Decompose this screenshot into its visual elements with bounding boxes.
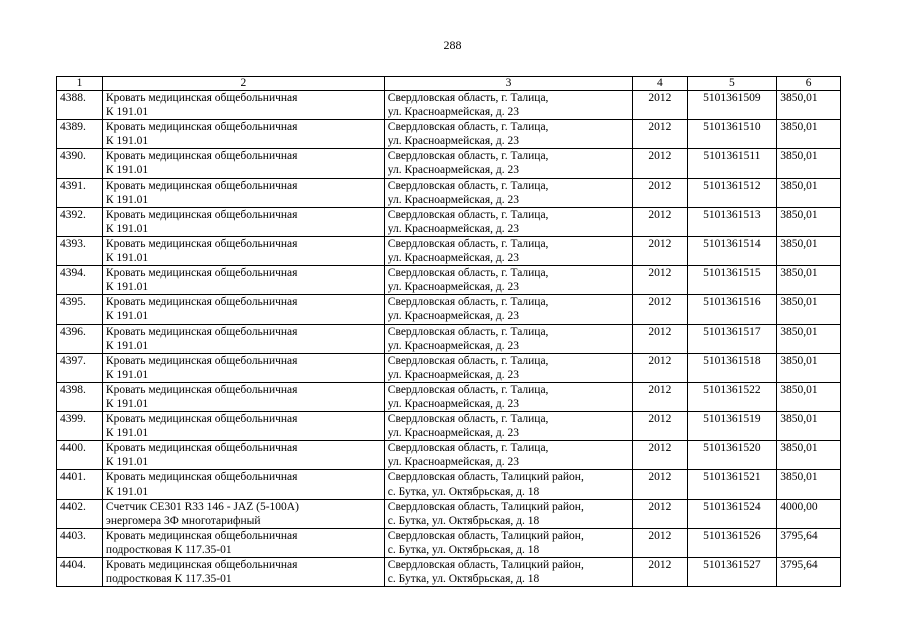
table-row	[57, 266, 841, 295]
item-name-cell	[102, 558, 384, 587]
item-name-line-1: Кровать медицинская общебольничная	[105, 237, 298, 250]
item-name-line-1: Кровать медицинская общебольничная	[105, 150, 298, 163]
item-name-cell	[102, 412, 384, 441]
year-cell: 2012	[633, 470, 687, 499]
address-line-1: Свердловская область, г. Талица,	[387, 325, 549, 338]
address-line-2: с. Бутка, ул. Октябрьская, д. 18	[387, 573, 540, 586]
item-name-line-2: К 191.01	[105, 193, 149, 206]
item-name-line-2: подростковая К 117.35-01	[105, 573, 232, 586]
inventory-code-cell: 5101361512	[687, 178, 777, 207]
item-name-line-2: подростковая К 117.35-01	[105, 543, 232, 556]
inventory-code-cell: 5101361526	[687, 528, 777, 557]
year-cell: 2012	[633, 499, 687, 528]
item-name-line-1: Кровать медицинская общебольничная	[105, 121, 298, 134]
row-number: 4400.	[57, 441, 103, 470]
amount-cell: 3850,01	[777, 382, 841, 411]
address-cell	[384, 120, 632, 149]
year-cell: 2012	[633, 324, 687, 353]
address-line-1: Свердловская область, г. Талица,	[387, 237, 549, 250]
address-line-1: Свердловская область, г. Талица,	[387, 296, 549, 309]
address-line-1: Свердловская область, г. Талица,	[387, 354, 549, 367]
table-row	[57, 412, 841, 441]
amount-cell: 3850,01	[777, 470, 841, 499]
table-row	[57, 441, 841, 470]
item-name-line-2: К 191.01	[105, 427, 149, 440]
item-name-cell	[102, 324, 384, 353]
item-name-line-1: Кровать медицинская общебольничная	[105, 442, 298, 455]
year-cell: 2012	[633, 149, 687, 178]
item-name-line-1: Кровать медицинская общебольничная	[105, 267, 298, 280]
year-cell: 2012	[633, 295, 687, 324]
table-row	[57, 207, 841, 236]
item-name-line-2: К 191.01	[105, 368, 149, 381]
table-row	[57, 499, 841, 528]
item-name-line-1: Кровать медицинская общебольничная	[105, 208, 298, 221]
item-name-line-1: Кровать медицинская общебольничная	[105, 529, 298, 542]
row-number: 4396.	[57, 324, 103, 353]
table-row	[57, 558, 841, 587]
table-row	[57, 470, 841, 499]
table-row	[57, 382, 841, 411]
year-cell: 2012	[633, 178, 687, 207]
item-name-cell	[102, 528, 384, 557]
item-name-line-1: Кровать медицинская общебольничная	[105, 383, 298, 396]
address-line-1: Свердловская область, г. Талица,	[387, 208, 549, 221]
item-name-cell	[102, 178, 384, 207]
address-line-2: ул. Красноармейская, д. 23	[387, 397, 520, 410]
row-number: 4389.	[57, 120, 103, 149]
item-name-line-1: Кровать медицинская общебольничная	[105, 413, 298, 426]
address-line-2: с. Бутка, ул. Октябрьская, д. 18	[387, 485, 540, 498]
item-name-line-2: К 191.01	[105, 106, 149, 119]
row-number: 4399.	[57, 412, 103, 441]
year-cell: 2012	[633, 382, 687, 411]
table-row	[57, 149, 841, 178]
row-number: 4404.	[57, 558, 103, 587]
item-name-cell	[102, 149, 384, 178]
amount-cell: 3850,01	[777, 207, 841, 236]
item-name-line-2: К 191.01	[105, 135, 149, 148]
address-line-2: ул. Красноармейская, д. 23	[387, 427, 520, 440]
address-cell	[384, 382, 632, 411]
table-header-row	[57, 77, 841, 91]
inventory-code-cell: 5101361521	[687, 470, 777, 499]
address-line-2: ул. Красноармейская, д. 23	[387, 252, 520, 265]
item-name-line-1: Счетчик СЕ301 R33 146 - JAZ (5-100А)	[105, 500, 299, 513]
column-header: 1	[57, 77, 103, 91]
address-line-2: ул. Красноармейская, д. 23	[387, 106, 520, 119]
amount-cell: 3850,01	[777, 149, 841, 178]
item-name-line-2: К 191.01	[105, 310, 149, 323]
address-line-2: с. Бутка, ул. Октябрьская, д. 18	[387, 514, 540, 527]
table-row	[57, 528, 841, 557]
row-number: 4392.	[57, 207, 103, 236]
item-name-line-1: Кровать медицинская общебольничная	[105, 179, 298, 192]
address-line-1: Свердловская область, г. Талица,	[387, 267, 549, 280]
inventory-code-cell: 5101361524	[687, 499, 777, 528]
item-name-line-2: К 191.01	[105, 485, 149, 498]
address-line-2: ул. Красноармейская, д. 23	[387, 164, 520, 177]
inventory-code-cell: 5101361522	[687, 382, 777, 411]
item-name-cell	[102, 470, 384, 499]
address-line-1: Свердловская область, г. Талица,	[387, 121, 549, 134]
row-number: 4397.	[57, 353, 103, 382]
year-cell: 2012	[633, 120, 687, 149]
address-cell	[384, 470, 632, 499]
row-number: 4403.	[57, 528, 103, 557]
address-line-1: Свердловская область, г. Талица,	[387, 442, 549, 455]
item-name-cell	[102, 353, 384, 382]
address-line-1: Свердловская область, г. Талица,	[387, 179, 549, 192]
address-cell	[384, 441, 632, 470]
inventory-code-cell: 5101361527	[687, 558, 777, 587]
table-row	[57, 120, 841, 149]
year-cell: 2012	[633, 91, 687, 120]
year-cell: 2012	[633, 353, 687, 382]
row-number: 4395.	[57, 295, 103, 324]
amount-cell: 3850,01	[777, 353, 841, 382]
inventory-code-cell: 5101361516	[687, 295, 777, 324]
column-header: 4	[633, 77, 687, 91]
address-cell	[384, 528, 632, 557]
address-cell	[384, 91, 632, 120]
address-line-1: Свердловская область, г. Талица,	[387, 150, 549, 163]
item-name-line-1: Кровать медицинская общебольничная	[105, 559, 298, 571]
address-line-2: ул. Красноармейская, д. 23	[387, 222, 520, 235]
item-name-line-1: Кровать медицинская общебольничная	[105, 92, 298, 104]
address-line-1: Свердловская область, Талицкий район,	[387, 471, 584, 484]
year-cell: 2012	[633, 558, 687, 587]
item-name-line-1: Кровать медицинская общебольничная	[105, 325, 298, 338]
item-name-cell	[102, 499, 384, 528]
row-number: 4394.	[57, 266, 103, 295]
table-row	[57, 91, 841, 120]
item-name-cell	[102, 236, 384, 265]
address-cell	[384, 324, 632, 353]
inventory-code-cell: 5101361517	[687, 324, 777, 353]
table-row	[57, 353, 841, 382]
year-cell: 2012	[633, 207, 687, 236]
year-cell: 2012	[633, 441, 687, 470]
address-line-2: ул. Красноармейская, д. 23	[387, 193, 520, 206]
row-number: 4393.	[57, 236, 103, 265]
item-name-cell	[102, 295, 384, 324]
item-name-line-2: К 191.01	[105, 252, 149, 265]
address-line-1: Свердловская область, г. Талица,	[387, 413, 549, 426]
address-line-2: ул. Красноармейская, д. 23	[387, 368, 520, 381]
inventory-code-cell: 5101361509	[687, 91, 777, 120]
address-line-2: ул. Красноармейская, д. 23	[387, 310, 520, 323]
year-cell: 2012	[633, 528, 687, 557]
inventory-table	[56, 76, 841, 587]
address-line-1: Свердловская область, г. Талица,	[387, 92, 549, 104]
address-line-1: Свердловская область, г. Талица,	[387, 383, 549, 396]
address-line-2: ул. Красноармейская, д. 23	[387, 339, 520, 352]
inventory-code-cell: 5101361510	[687, 120, 777, 149]
address-line-2: с. Бутка, ул. Октябрьская, д. 18	[387, 543, 540, 556]
address-cell	[384, 353, 632, 382]
item-name-cell	[102, 207, 384, 236]
address-line-2: ул. Красноармейская, д. 23	[387, 281, 520, 294]
amount-cell: 3795,64	[777, 558, 841, 587]
year-cell: 2012	[633, 412, 687, 441]
item-name-cell	[102, 91, 384, 120]
year-cell: 2012	[633, 236, 687, 265]
item-name-line-1: Кровать медицинская общебольничная	[105, 471, 298, 484]
item-name-cell	[102, 266, 384, 295]
year-cell: 2012	[633, 266, 687, 295]
item-name-line-2: энергомера 3Ф многотарифный	[105, 514, 261, 527]
address-cell	[384, 295, 632, 324]
amount-cell: 3850,01	[777, 178, 841, 207]
inventory-code-cell: 5101361511	[687, 149, 777, 178]
item-name-line-1: Кровать медицинская общебольничная	[105, 296, 298, 309]
column-header: 2	[102, 77, 384, 91]
table-row	[57, 236, 841, 265]
inventory-code-cell: 5101361515	[687, 266, 777, 295]
item-name-cell	[102, 382, 384, 411]
amount-cell: 3850,01	[777, 441, 841, 470]
row-number: 4398.	[57, 382, 103, 411]
address-cell	[384, 558, 632, 587]
row-number: 4388.	[57, 91, 103, 120]
column-header: 3	[384, 77, 632, 91]
address-line-1: Свердловская область, Талицкий район,	[387, 500, 584, 513]
item-name-line-2: К 191.01	[105, 339, 149, 352]
address-cell	[384, 499, 632, 528]
address-line-1: Свердловская область, Талицкий район,	[387, 559, 584, 571]
row-number: 4390.	[57, 149, 103, 178]
address-line-1: Свердловская область, Талицкий район,	[387, 529, 584, 542]
row-number: 4402.	[57, 499, 103, 528]
address-line-2: ул. Красноармейская, д. 23	[387, 135, 520, 148]
amount-cell: 3850,01	[777, 91, 841, 120]
row-number: 4401.	[57, 470, 103, 499]
address-cell	[384, 207, 632, 236]
inventory-code-cell: 5101361519	[687, 412, 777, 441]
address-cell	[384, 266, 632, 295]
address-cell	[384, 149, 632, 178]
inventory-code-cell: 5101361513	[687, 207, 777, 236]
amount-cell: 4000,00	[777, 499, 841, 528]
item-name-cell	[102, 441, 384, 470]
address-cell	[384, 412, 632, 441]
item-name-line-2: К 191.01	[105, 164, 149, 177]
amount-cell: 3850,01	[777, 266, 841, 295]
item-name-line-2: К 191.01	[105, 222, 149, 235]
amount-cell: 3850,01	[777, 120, 841, 149]
address-line-2: ул. Красноармейская, д. 23	[387, 456, 520, 469]
inventory-code-cell: 5101361514	[687, 236, 777, 265]
item-name-line-2: К 191.01	[105, 397, 149, 410]
item-name-line-2: К 191.01	[105, 281, 149, 294]
amount-cell: 3850,01	[777, 236, 841, 265]
amount-cell: 3850,01	[777, 412, 841, 441]
row-number: 4391.	[57, 178, 103, 207]
table-body	[57, 91, 841, 587]
address-cell	[384, 178, 632, 207]
item-name-cell	[102, 120, 384, 149]
column-header: 6	[777, 77, 841, 91]
inventory-code-cell: 5101361518	[687, 353, 777, 382]
item-name-line-2: К 191.01	[105, 456, 149, 469]
inventory-code-cell: 5101361520	[687, 441, 777, 470]
column-header: 5	[687, 77, 777, 91]
amount-cell: 3850,01	[777, 295, 841, 324]
page-number: 288	[443, 38, 462, 52]
amount-cell: 3850,01	[777, 324, 841, 353]
table-row	[57, 295, 841, 324]
item-name-line-1: Кровать медицинская общебольничная	[105, 354, 298, 367]
table-row	[57, 178, 841, 207]
amount-cell: 3795,64	[777, 528, 841, 557]
table-row	[57, 324, 841, 353]
address-cell	[384, 236, 632, 265]
